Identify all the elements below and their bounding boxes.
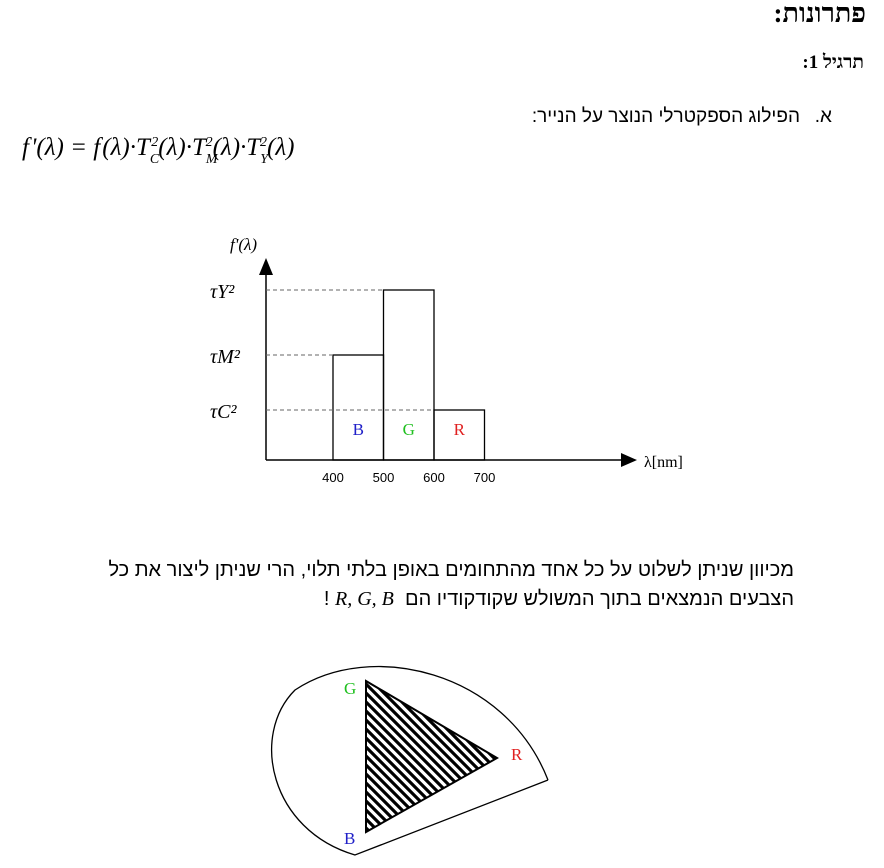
paragraph-line-2-text: הצבעים הנמצאים בתוך המשולש שקודקודיו הם — [405, 588, 794, 610]
y-tick-y: τY² — [210, 281, 235, 303]
x-tick-400: 400 — [322, 470, 344, 485]
vertex-label-r: R — [511, 745, 523, 764]
paragraph-line-2 — [34, 585, 794, 614]
y-tick-c: τC² — [210, 401, 237, 423]
x-axis-label: λ[nm] — [644, 454, 683, 471]
y-axis-arrow-icon — [259, 258, 273, 275]
paragraph-math: R, G, B — [334, 588, 394, 610]
x-tick-700: 700 — [473, 470, 496, 485]
spectrum-chart — [210, 235, 683, 485]
hatch-line — [514, 670, 694, 850]
hatch-line — [469, 670, 649, 850]
y-axis-label: f'(λ) — [230, 235, 258, 254]
paragraph-end: ! — [323, 588, 330, 610]
vertex-label-b: B — [344, 829, 356, 848]
hatch-line — [208, 670, 388, 850]
paragraph-line-1: מכיוון שניתן לשלוט על כל אחד מהתחומים באופן בלתי תלוי, הרי שניתן ליצור את כל — [108, 559, 794, 581]
hatch-line — [496, 670, 676, 850]
bar-label-g: G — [402, 420, 415, 439]
bar-b — [333, 355, 384, 460]
hatch-line — [523, 670, 703, 850]
spectral-formula: f '(λ) = f $(\lambda)\cdot T_C^2(\lambda)\cdot T_M^2(\lambda)\cdot T_Y^2(\lambda)$ — [22, 134, 295, 167]
x-tick-500: 500 — [372, 470, 395, 485]
item-a-marker: א. — [814, 106, 832, 127]
x-axis-arrow-icon — [621, 453, 637, 467]
hatch-line — [505, 670, 685, 850]
page-title: פתרונות: — [773, 0, 866, 28]
y-tick-m: τM² — [210, 346, 240, 368]
item-a-text: הפילוג הספקטרלי הנוצר על הנייר: — [531, 106, 800, 127]
x-tick-600: 600 — [423, 470, 445, 485]
color-gamut-diagram — [190, 667, 730, 855]
hatch-fill — [190, 670, 730, 850]
hatch-line — [550, 670, 730, 850]
vertex-label-g: G — [344, 679, 357, 698]
bar-label-b: B — [352, 420, 364, 439]
hatch-line — [532, 670, 712, 850]
hatch-line — [190, 670, 370, 850]
gamut-boundary — [272, 667, 548, 855]
hatch-line — [478, 670, 658, 850]
bar-label-r: R — [453, 420, 465, 439]
hatch-line — [541, 670, 721, 850]
exercise-title: תרגיל 1: — [802, 52, 864, 73]
explanation-paragraph — [34, 556, 794, 614]
